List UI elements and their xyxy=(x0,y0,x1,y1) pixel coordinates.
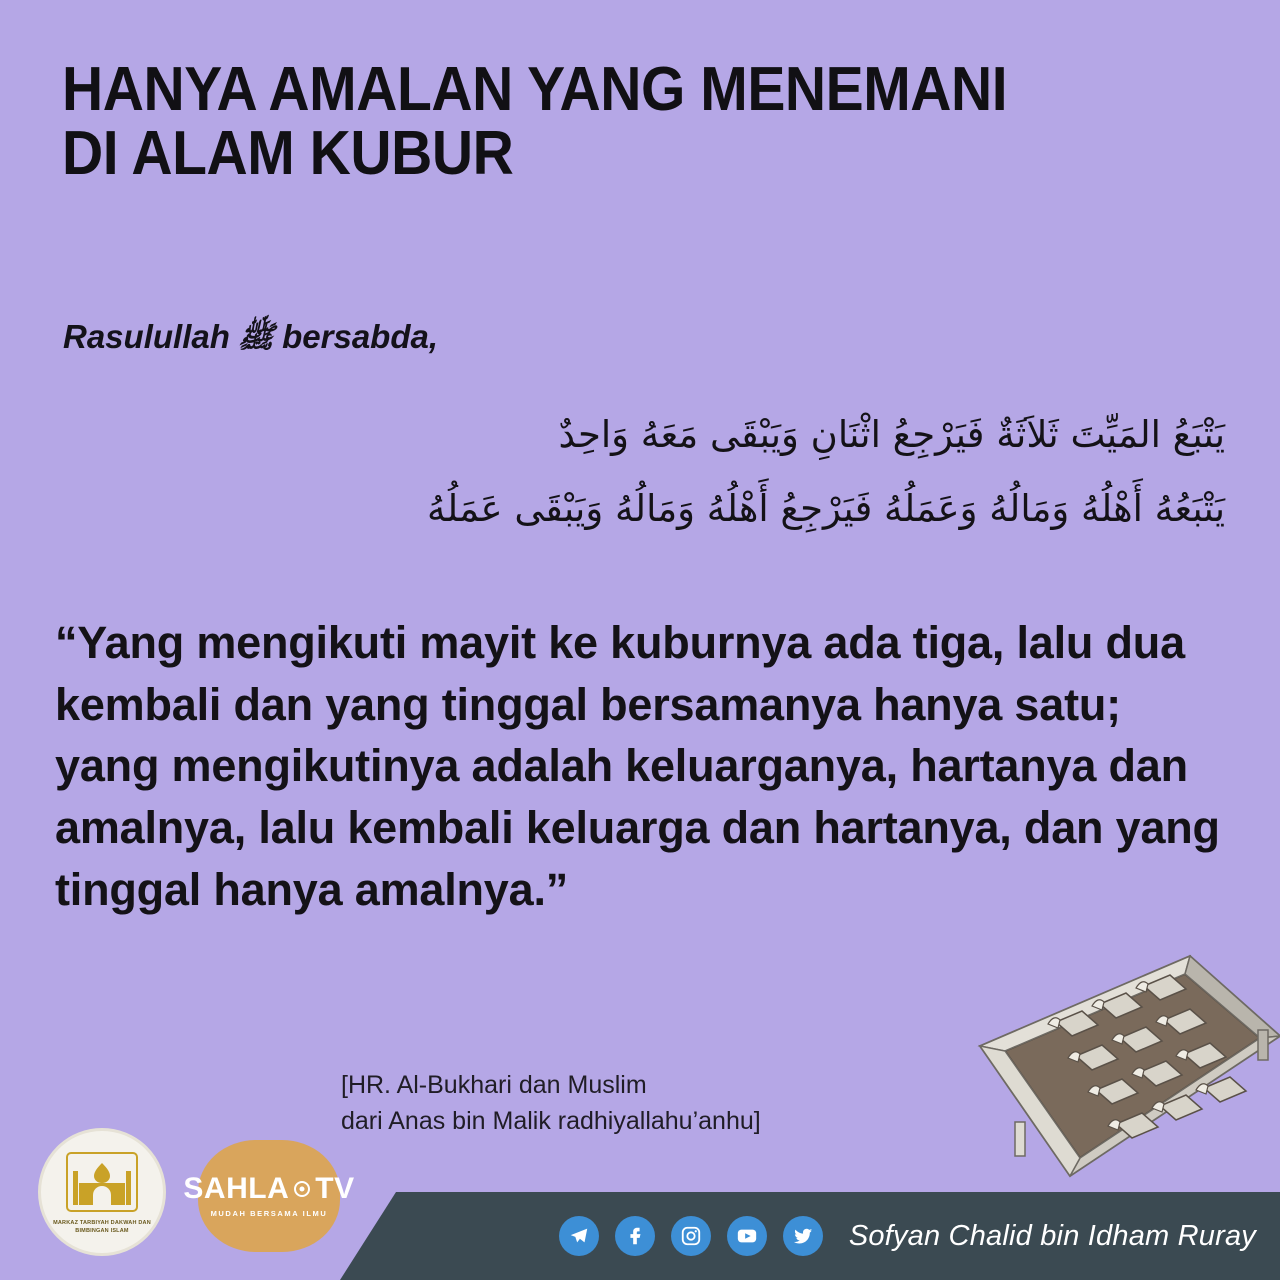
youtube-glyph xyxy=(736,1225,758,1247)
telegram-icon[interactable] xyxy=(559,1216,599,1256)
markaz-caption-line-1: MARKAZ TARBIYAH DAKWAH xyxy=(53,1219,137,1226)
sahla-tv: TV xyxy=(315,1172,355,1205)
sahla-tagline: MUDAH BERSAMA ILMU xyxy=(210,1209,328,1218)
arabic-line-1: يَتْبَعُ المَيِّتَ ثَلاَثَةٌ فَيَرْجِعُ اثْنَانِ وَيَبْقَى مَعَهُ وَاحِدٌ xyxy=(558,413,1225,456)
author-name: Sofyan Chalid bin Idham Ruray xyxy=(848,1219,1256,1252)
title-line-2: DI ALAM KUBUR xyxy=(62,118,514,188)
page-title xyxy=(62,55,1129,188)
mosque-icon xyxy=(63,1149,141,1215)
markaz-caption-line-2: DAN BIMBINGAN ISLAM xyxy=(75,1219,151,1234)
hadith-source xyxy=(341,1068,761,1139)
instagram-glyph xyxy=(680,1225,702,1247)
facebook-glyph xyxy=(624,1225,646,1247)
twitter-icon[interactable] xyxy=(783,1216,823,1256)
instagram-icon[interactable] xyxy=(671,1216,711,1256)
intro-suffix: bersabda, xyxy=(282,318,439,355)
sahla-wordmark xyxy=(183,1174,354,1204)
source-line-2: dari Anas bin Malik radhiyallahu’anhu] xyxy=(341,1106,761,1135)
translation-text: “Yang mengikuti mayit ke kuburnya ada tiga, lalu dua kembali dan yang tinggal bersamanya hanya satu; yang mengikutinya adalah keluarganya, hartanya dan amalnya, lalu kembali keluarga dan hartanya, dan yang tinggal hanya amalnya.” xyxy=(55,617,1220,915)
mosque-glyph xyxy=(63,1149,141,1215)
twitter-glyph xyxy=(792,1225,814,1247)
title-line-1: HANYA AMALAN YANG MENEMANI xyxy=(62,55,1008,124)
arabic-line-2: يَتْبَعُهُ أَهْلُهُ وَمَالُهُ وَعَمَلُهُ فَيَرْجِعُ أَهْلُهُ وَمَالُهُ وَيَبْقَى عَمَلُهُ xyxy=(427,487,1225,530)
markaz-logo xyxy=(38,1128,166,1256)
hadith-intro xyxy=(63,318,438,356)
sallallahu-alaihi-wasallam-icon: ﷺ xyxy=(237,321,275,354)
satellite-dish-icon xyxy=(292,1178,312,1200)
sahla-tv-logo xyxy=(183,1140,355,1252)
source-line-1: [HR. Al-Bukhari dan Muslim xyxy=(341,1071,647,1099)
telegram-glyph xyxy=(568,1225,590,1247)
footer-content xyxy=(559,1192,1256,1280)
facebook-icon[interactable] xyxy=(615,1216,655,1256)
arabic-hadith-text xyxy=(55,398,1225,546)
youtube-icon[interactable] xyxy=(727,1216,767,1256)
graveyard-illustration xyxy=(850,918,1280,1218)
sahla-name: SAHLA xyxy=(183,1172,290,1205)
markaz-caption xyxy=(47,1219,157,1236)
intro-prefix: Rasulullah xyxy=(63,318,230,355)
